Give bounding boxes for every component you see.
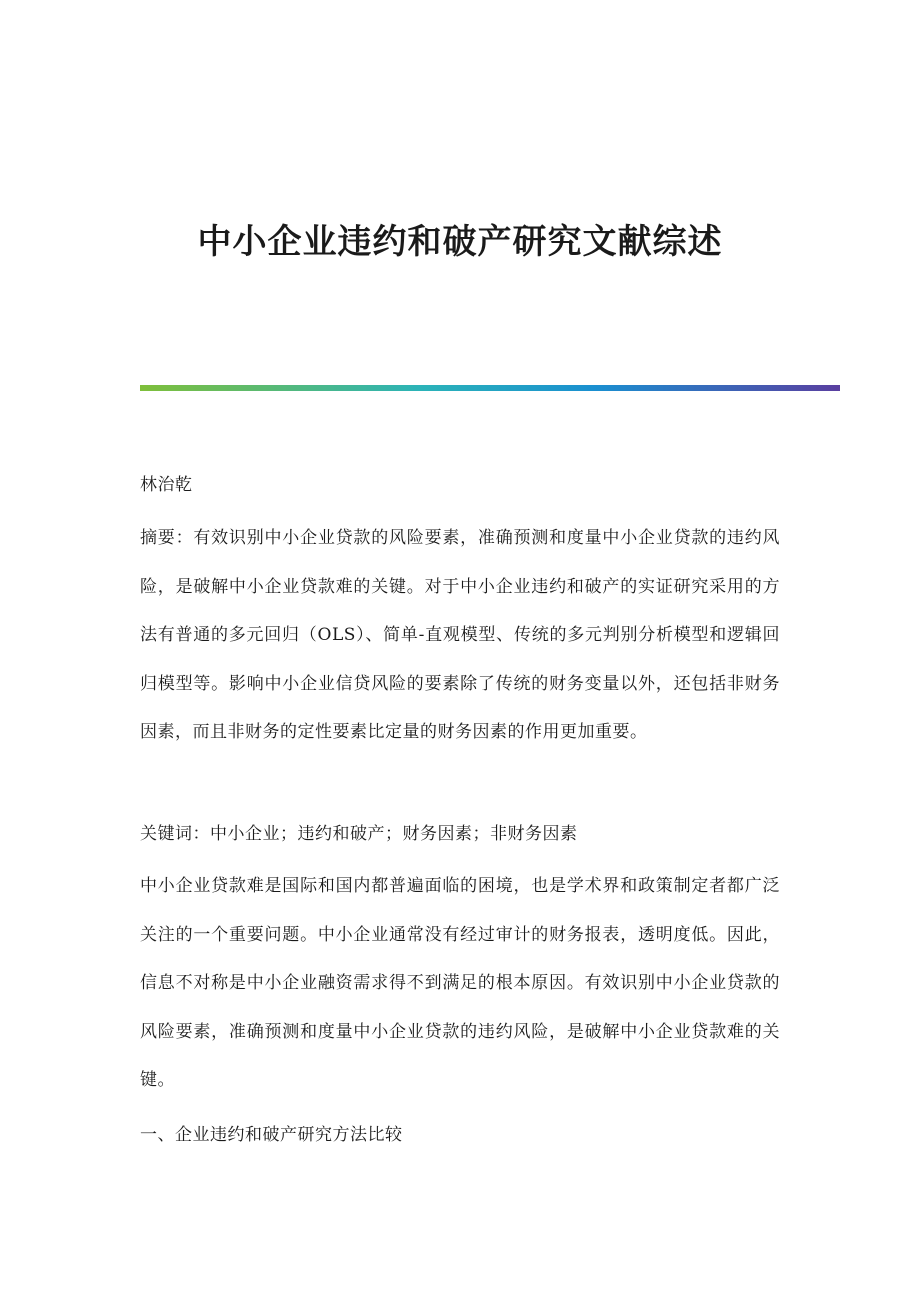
- title-divider: [140, 385, 840, 391]
- intro-paragraph: 中小企业贷款难是国际和国内都普遍面临的困境，也是学术界和政策制定者都广泛关注的一个重要问题。中小企业通常没有经过审计的财务报表，透明度低。因此，信息不对称是中小企业融资需求得不到满足的根本原因。有效识别中小企业贷款的风险要素，准确预测和度量中小企业贷款的违约风险，是破解中小企业贷款难的关键。: [140, 876, 780, 1090]
- abstract-paragraph: 摘要：有效识别中小企业贷款的风险要素，准确预测和度量中小企业贷款的违约风险，是破解中小企业贷款难的关键。对于中小企业违约和破产的实证研究采用的方法有普通的多元回归（OLS）、简单-直观模型、传统的多元判别分析模型和逻辑回归模型等。影响中小企业信贷风险的要素除了传统的财务变量以外，还包括非财务因素，而且非财务的定性要素比定量的财务因素的作用更加重要。: [140, 528, 780, 742]
- author-name: 林治乾: [140, 475, 193, 495]
- keywords-line: 关键词：中小企业；违约和破产；财务因素；非财务因素: [140, 824, 578, 844]
- document-title: 中小企业违约和破产研究文献综述: [197, 222, 723, 262]
- section-heading: 一、企业违约和破产研究方法比较: [140, 1125, 403, 1145]
